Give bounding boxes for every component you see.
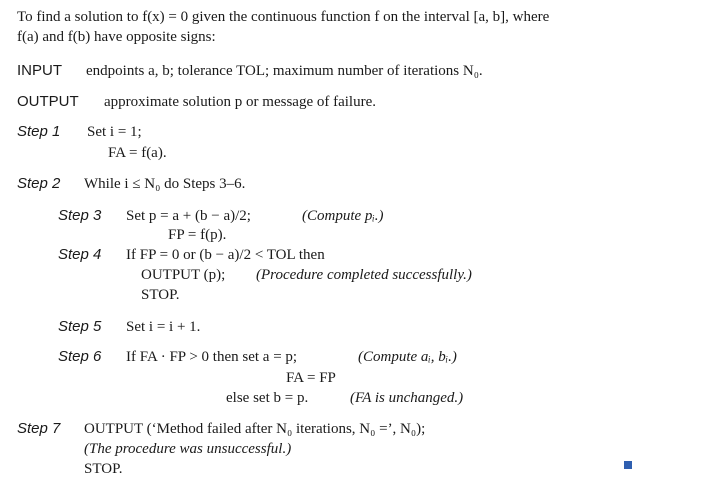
- intro-line-2: f(a) and f(b) have opposite signs:: [17, 29, 216, 45]
- step-6-line-1: If FA · FP > 0 then set a = p;: [126, 349, 298, 365]
- step-1-label: Step 1: [17, 123, 61, 140]
- step-5-line-1: Set i = i + 1.: [126, 319, 201, 335]
- step-6-comment-3-text: (FA is unchanged.): [350, 390, 464, 406]
- step-1-line-1: Set i = 1;: [87, 124, 142, 140]
- step-7-label: Step 7: [17, 420, 61, 437]
- step-4-line-1: If FP = 0 or (b − a)/2 < TOL then: [126, 247, 325, 263]
- step-7-line-2-text: (The procedure was unsuccessful.): [84, 441, 292, 457]
- intro-line-1: To find a solution to f(x) = 0 given the continuous function f on the interval [a, b], where: [17, 9, 550, 25]
- input-label: INPUT: [17, 62, 62, 79]
- step-3-line-2: FP = f(p).: [168, 227, 227, 243]
- step-7-line-1: OUTPUT (‘Method failed after N₀ iterations, N₀ =’, N₀);: [84, 421, 426, 437]
- step-7-line-2: [84, 440, 291, 458]
- step-4-line-3: STOP.: [141, 287, 180, 303]
- input-text: endpoints a, b; tolerance TOL; maximum number of iterations N₀.: [86, 63, 483, 79]
- step-3-line-1: Set p = a + (b − a)/2;: [126, 208, 251, 224]
- end-of-algorithm-marker: [624, 461, 632, 469]
- step-1-line-2: FA = f(a).: [108, 145, 167, 161]
- step-6-comment-text: (Compute aᵢ, bᵢ.): [358, 349, 457, 365]
- step-6-line-2: FA = FP: [286, 370, 336, 386]
- output-label: OUTPUT: [17, 93, 79, 110]
- step-4-comment-2: [256, 266, 472, 284]
- output-text: approximate solution p or message of failure.: [104, 94, 377, 110]
- step-7-line-3: STOP.: [84, 461, 123, 477]
- step-3-label: Step 3: [58, 207, 102, 224]
- step-4-label: Step 4: [58, 246, 102, 263]
- step-3-comment-1: [302, 207, 384, 225]
- step-5-label: Step 5: [58, 318, 102, 335]
- step-6-comment-1: [358, 348, 457, 366]
- step-6-line-3: else set b = p.: [226, 390, 309, 406]
- step-4-comment-text: (Procedure completed successfully.): [256, 267, 472, 283]
- step-2-line-1: While i ≤ N₀ do Steps 3–6.: [84, 176, 246, 192]
- step-6-label: Step 6: [58, 348, 102, 365]
- step-4-line-2: OUTPUT (p);: [141, 267, 226, 283]
- step-2-label: Step 2: [17, 175, 61, 192]
- step-3-comment-text: (Compute pᵢ.): [302, 208, 384, 224]
- step-6-comment-3: [350, 389, 463, 407]
